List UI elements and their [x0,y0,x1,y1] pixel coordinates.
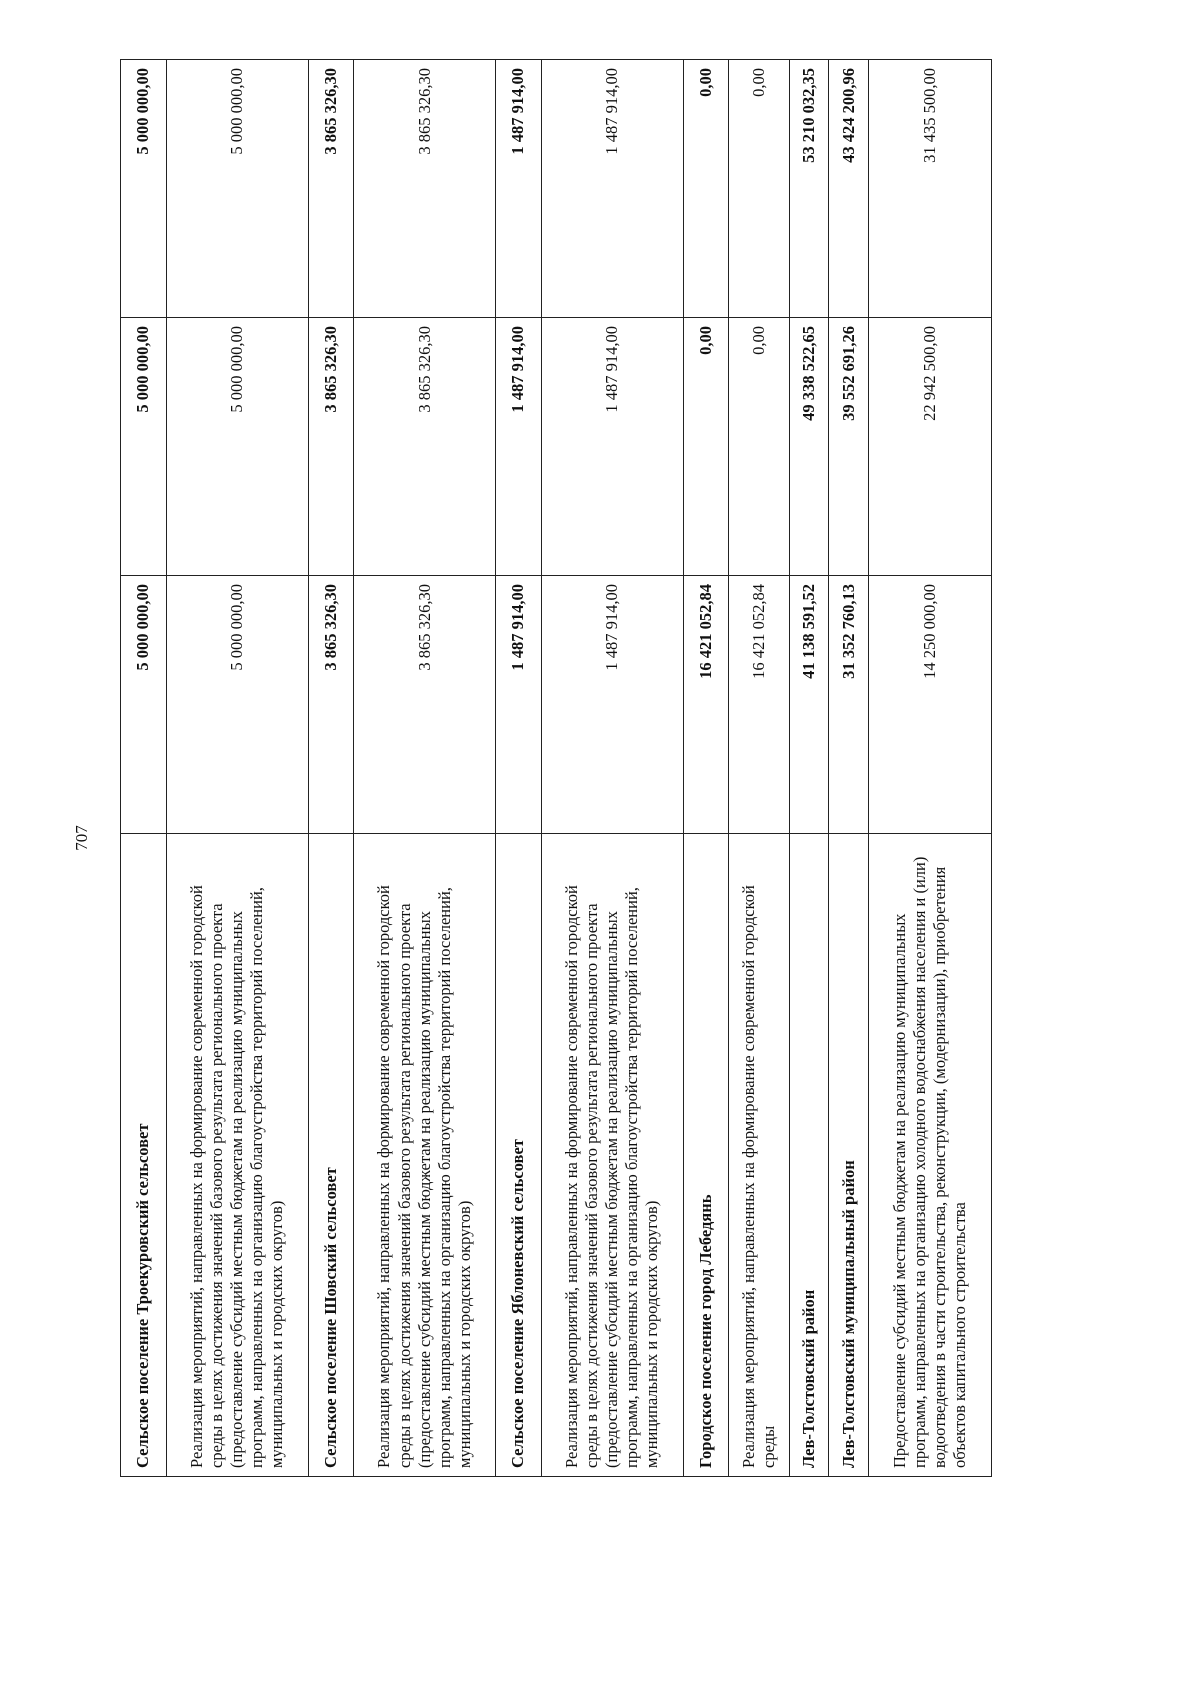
value-col-2: 5 000 000,00 [166,318,308,576]
value-col-3: 1 487 914,00 [496,60,542,318]
row-name: Лев-Толстовский район [789,834,829,1477]
value-col-2: 1 487 914,00 [541,318,683,576]
value-col-1: 3 865 326,30 [308,576,354,834]
value-col-3: 1 487 914,00 [541,60,683,318]
table-row-detail [354,60,496,1477]
row-name: Сельское поселение Яблоневский сельсовет [496,834,542,1477]
value-col-3: 0,00 [683,60,729,318]
value-col-2: 5 000 000,00 [121,318,167,576]
value-col-3: 43 424 200,96 [829,60,869,318]
table-row-heading [683,60,729,1477]
row-name: Сельское поселение Шовский сельсовет [308,834,354,1477]
table-row-heading [308,60,354,1477]
value-col-1: 3 865 326,30 [354,576,496,834]
value-col-2: 22 942 500,00 [868,318,991,576]
budget-table [120,59,992,1477]
table-row-detail [541,60,683,1477]
row-name: Лев-Толстовский муниципальный район [829,834,869,1477]
value-col-1: 16 421 052,84 [729,576,789,834]
row-name: Реализация мероприятий, направленных на формирование современной городской среды в целях достижения значений базового результата регионального проекта (предоставление субсидий местным бюджетам на реализацию муниципальных программ, направленных на организацию благоустройства территорий поселений, муниципальных и городских округов) [541,834,683,1477]
value-col-1: 1 487 914,00 [496,576,542,834]
value-col-2: 39 552 691,26 [829,318,869,576]
value-col-2: 1 487 914,00 [496,318,542,576]
value-col-3: 0,00 [729,60,789,318]
table-row-detail [166,60,308,1477]
value-col-3: 3 865 326,30 [308,60,354,318]
page-number: 707 [72,825,91,851]
value-col-1: 31 352 760,13 [829,576,869,834]
value-col-3: 3 865 326,30 [354,60,496,318]
value-col-3: 53 210 032,35 [789,60,829,318]
table-row-heading [121,60,167,1477]
value-col-1: 1 487 914,00 [541,576,683,834]
table-row-detail [729,60,789,1477]
row-name: Сельское поселение Троекуровский сельсовет [121,834,167,1477]
row-name: Реализация мероприятий, направленных на формирование современной городской среды в целях достижения значений базового результата регионального проекта (предоставление субсидий местным бюджетам на реализацию муниципальных программ, направленных на организацию благоустройства территорий поселений, муниципальных и городских округов) [166,834,308,1477]
value-col-2: 3 865 326,30 [354,318,496,576]
value-col-2: 3 865 326,30 [308,318,354,576]
value-col-1: 16 421 052,84 [683,576,729,834]
value-col-3: 31 435 500,00 [868,60,991,318]
value-col-3: 5 000 000,00 [166,60,308,318]
value-col-1: 41 138 591,52 [789,576,829,834]
table-row-heading [829,60,869,1477]
value-col-1: 14 250 000,00 [868,576,991,834]
value-col-3: 5 000 000,00 [121,60,167,318]
rotated-budget-table [120,60,992,1477]
value-col-2: 0,00 [729,318,789,576]
table-row-heading [789,60,829,1477]
row-name: Реализация мероприятий, направленных на формирование современной городской среды [729,834,789,1477]
row-name: Реализация мероприятий, направленных на формирование современной городской среды в целях достижения значений базового результата регионального проекта (предоставление субсидий местным бюджетам на реализацию муниципальных программ, направленных на организацию благоустройства территорий поселений, муниципальных и городских округов) [354,834,496,1477]
value-col-1: 5 000 000,00 [121,576,167,834]
value-col-1: 5 000 000,00 [166,576,308,834]
table-row-detail [868,60,991,1477]
value-col-2: 49 338 522,65 [789,318,829,576]
table-row-heading [496,60,542,1477]
value-col-2: 0,00 [683,318,729,576]
row-name: Предоставление субсидий местным бюджетам на реализацию муниципальных программ, направленных на организацию холодного водоснабжения населения и (или) водоотведения в части строительства, реконструкции, (модернизации), приобретения объектов капитального строительства [868,834,991,1477]
row-name: Городское поселение город Лебедянь [683,834,729,1477]
